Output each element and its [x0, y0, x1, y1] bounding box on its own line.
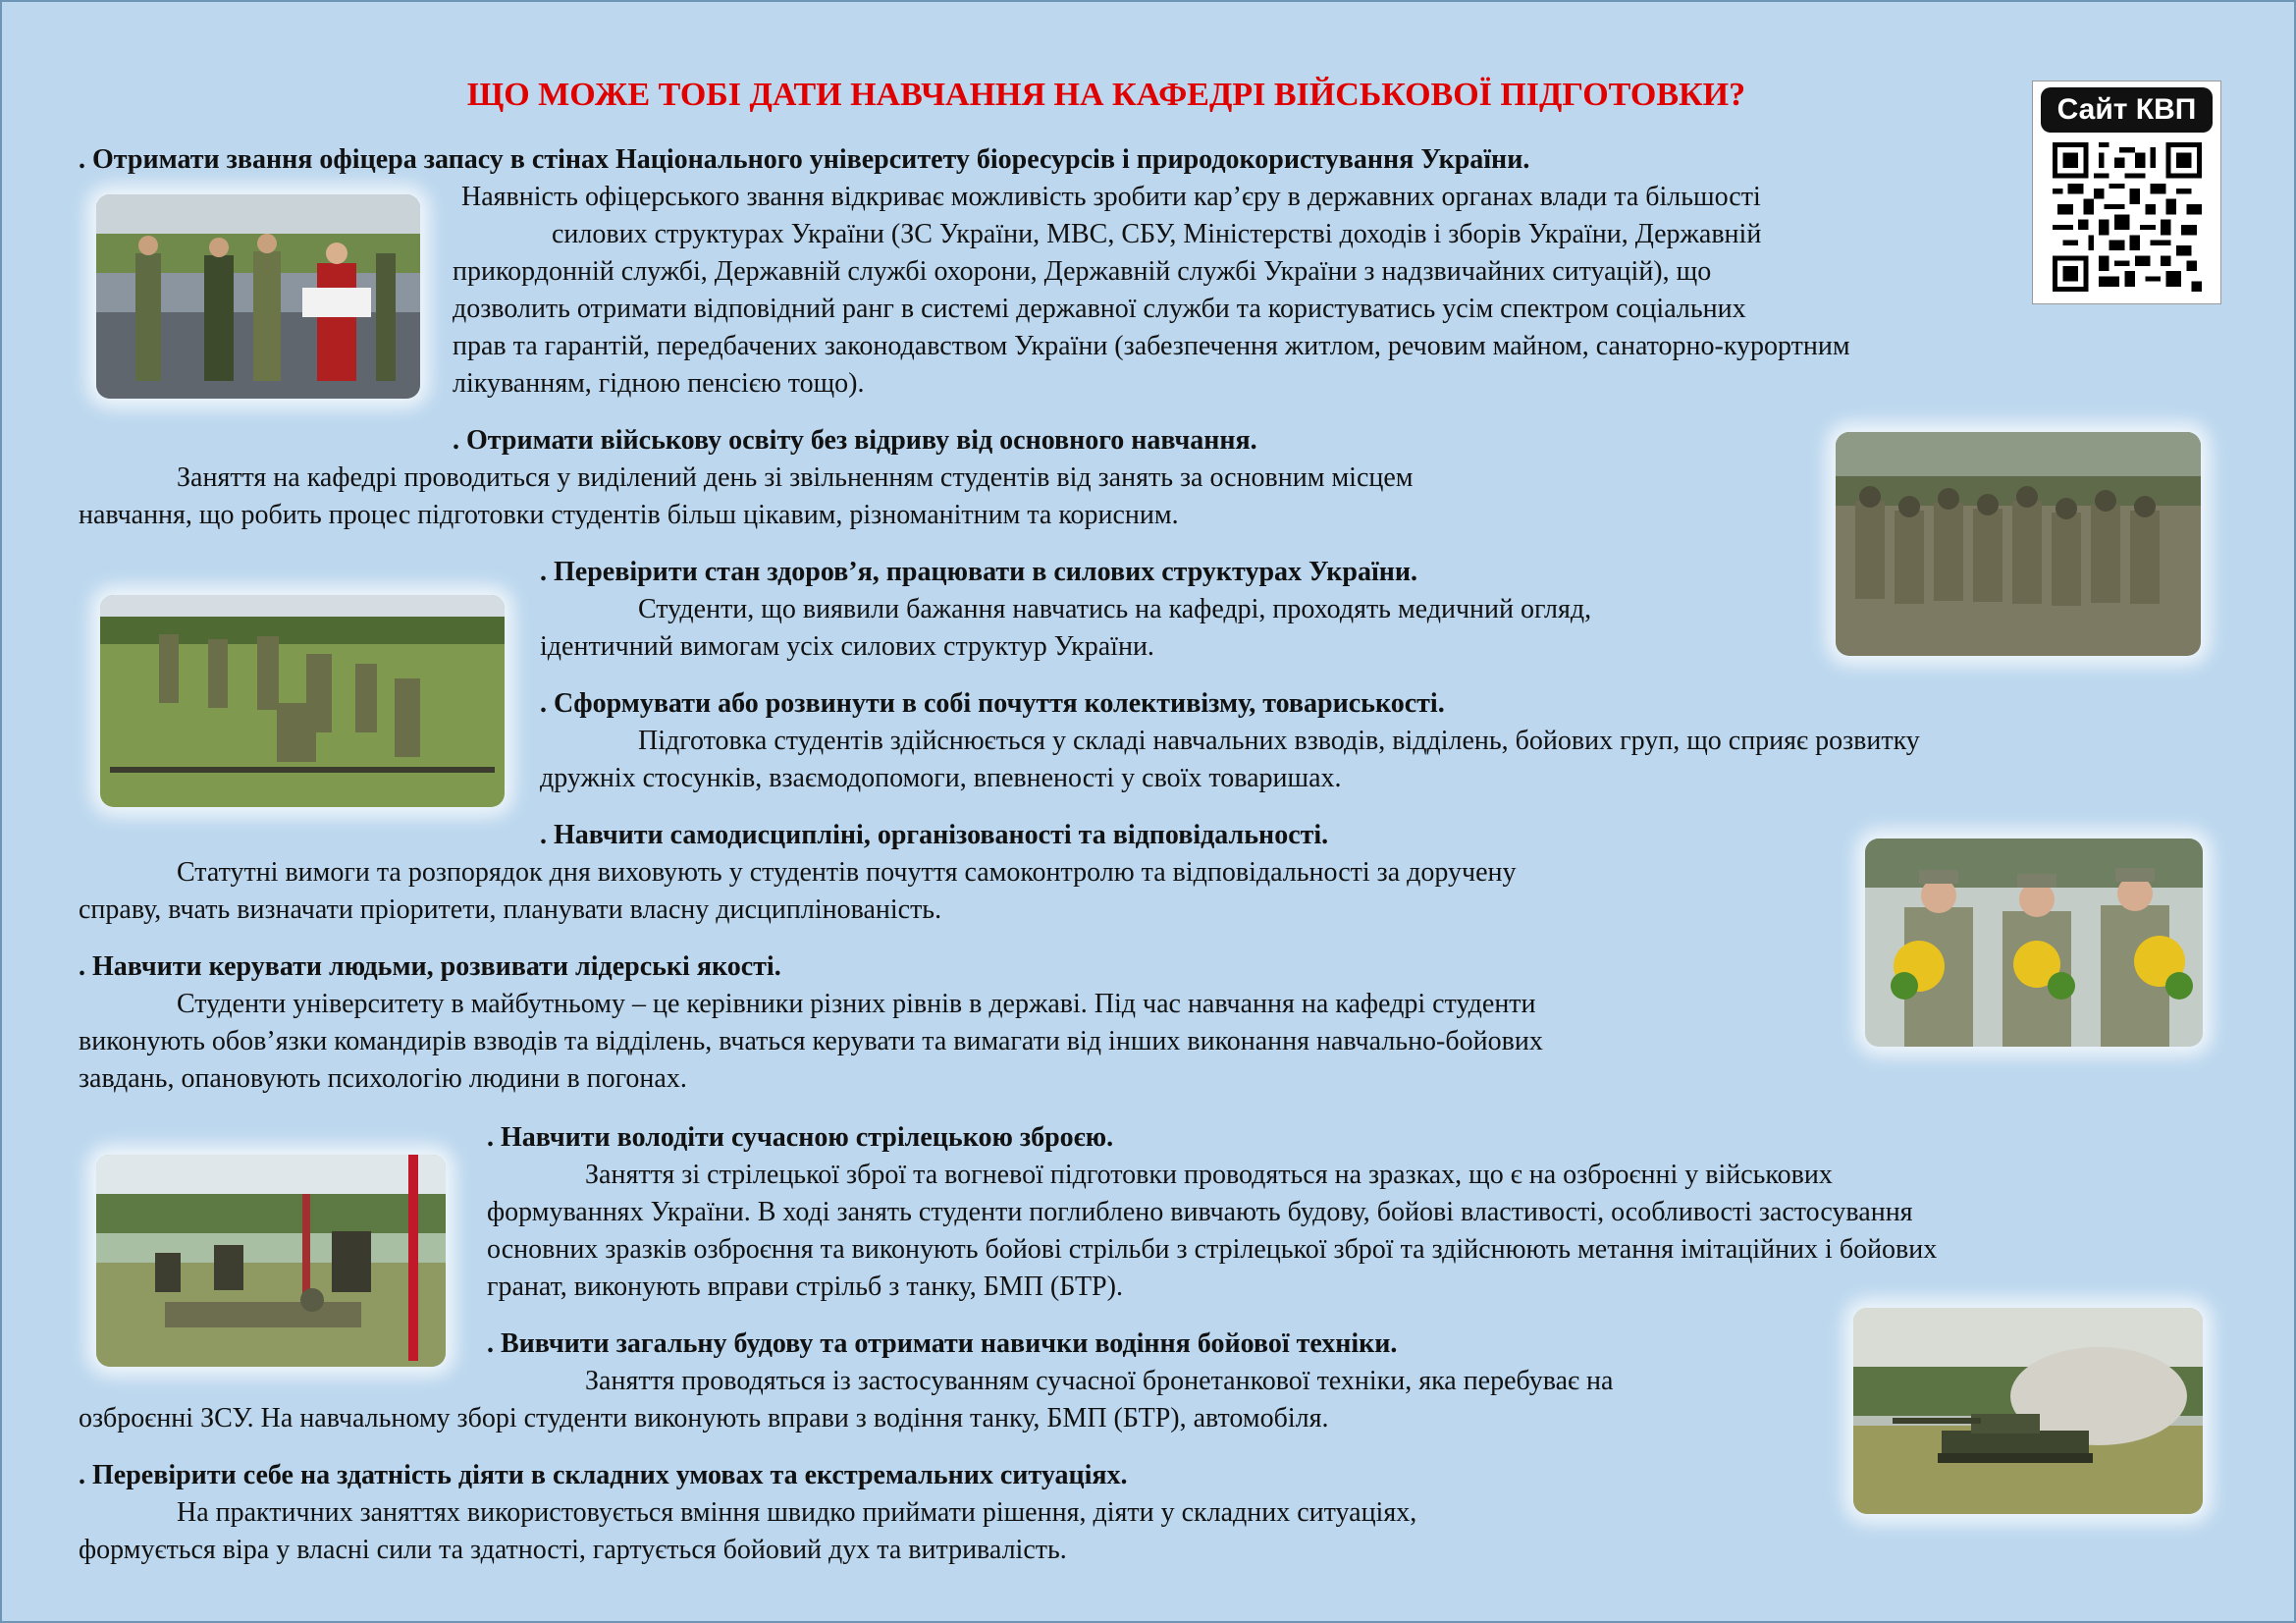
qr-code-icon[interactable] [2053, 142, 2202, 292]
section-7-line-4: гранат, виконують вправи стрільб з танку, БМП (БТР). [487, 1271, 1123, 1302]
section-4-line-2: дружніх стосунків, взаємодопомоги, впевненості у своїх товаришах. [540, 763, 1342, 793]
cadets-flowers-photo [1865, 839, 2203, 1047]
section-9-line-2: формується віра у власні сили та здатності, гартується бойовий дух та витривалість. [79, 1535, 1067, 1565]
section-8-line-2: озброєнні ЗСУ. На навчальному зборі студенти виконують вправи з водіння танку, БМП (БТР), автомобіля. [79, 1403, 1329, 1434]
qr-label: Сайт КВП [2041, 87, 2213, 133]
firing-range-photo [96, 1155, 446, 1367]
section-3-line-1: Студенти, що виявили бажання навчатись на кафедрі, проходять медичний огляд, [638, 594, 1592, 624]
qr-block[interactable] [2032, 81, 2221, 304]
section-1-line-1: Наявність офіцерського звання відкриває можливість зробити кар’єру в державних органах влади та більшості [461, 182, 1761, 212]
section-2-heading: . Отримати військову освіту без відриву від основного навчання. [453, 425, 1257, 456]
section-1-line-5: прав та гарантій, передбачених законодавством України (забезпечення житлом, речовим майном, санаторно-курортним [453, 331, 1850, 361]
section-1-line-3: прикордонній службі, Державній службі охорони, Державній службі України з надзвичайних ситуацій), що [453, 256, 1712, 287]
section-5-heading: . Навчити самодисципліні, організованості та відповідальності. [540, 820, 1329, 850]
section-1-line-6: лікуванням, гідною пенсією тощо). [453, 368, 865, 399]
page-title: ЩО МОЖЕ ТОБІ ДАТИ НАВЧАННЯ НА КАФЕДРІ ВІЙСЬКОВОЇ ПІДГОТОВКИ? [466, 77, 1746, 113]
section-6-line-1: Студенти університету в майбутньому – це керівники різних рівнів в державі. Під час навчання на кафедрі студенти [177, 989, 1536, 1019]
section-2-line-2: навчання, що робить процес підготовки студентів більш цікавим, різноманітним та корисним. [79, 500, 1179, 530]
training-field-photo [100, 595, 505, 807]
section-9-line-1: На практичних заняттях використовується вміння швидко приймати рішення, діяти у складних ситуаціях, [177, 1497, 1417, 1528]
section-4-heading: . Сформувати або розвинути в собі почуття колективізму, товариськості. [540, 688, 1445, 719]
section-3-heading: . Перевірити стан здоров’я, працювати в силових структурах України. [540, 557, 1418, 587]
section-2-line-1: Заняття на кафедрі проводиться у виділений день зі звільненням студентів від занять за основним місцем [177, 462, 1414, 493]
section-6-line-2: виконують обов’язки командирів взводів та відділень, вчаться керувати та вимагати від інших виконання навчально-бойових [79, 1026, 1543, 1056]
section-1-heading: . Отримати звання офіцера запасу в стінах Національного університету біоресурсів і природокористування України. [79, 144, 1530, 175]
section-3-line-2: ідентичний вимогам усіх силових структур України. [540, 631, 1154, 662]
section-6-line-3: завдань, опановують психологію людини в погонах. [79, 1063, 687, 1094]
section-9-heading: . Перевірити себе на здатність діяти в складних умовах та екстремальних ситуаціях. [79, 1460, 1128, 1490]
section-8-heading: . Вивчити загальну будову та отримати навички водіння бойової техніки. [487, 1328, 1398, 1359]
tank-photo [1853, 1308, 2203, 1514]
section-1-line-4: дозволить отримати відповідний ранг в системі державної служби та користуватись усім спектром соціальних [453, 294, 1746, 324]
section-6-heading: . Навчити керувати людьми, розвивати лідерські якості. [79, 951, 781, 982]
section-7-line-3: основних зразків озброєння та виконують бойові стрільби з стрілецької зброї та здійснюють метання імітаційних і бойових [487, 1234, 1938, 1265]
section-8-line-1: Заняття проводяться із застосуванням сучасної бронетанкової техніки, яка перебуває на [585, 1366, 1614, 1396]
ceremony-photo [96, 194, 420, 399]
section-7-line-2: формуваннях України. В ході занять студенти поглиблено вивчають будову, бойові властивості, особливості застосування [487, 1197, 1913, 1227]
section-1-line-2: силових структурах України (ЗС України, МВС, СБУ, Міністерстві доходів і зборів України, Державній [552, 219, 1762, 249]
section-4-line-1: Підготовка студентів здійснюється у складі навчальних взводів, відділень, бойових груп, що сприяє розвитку [638, 726, 1920, 756]
section-5-line-2: справу, вчать визначати пріоритети, планувати власну дисциплінованість. [79, 894, 942, 925]
section-7-heading: . Навчити володіти сучасною стрілецькою зброєю. [487, 1122, 1114, 1153]
section-7-line-1: Заняття зі стрілецької зброї та вогневої підготовки проводяться на зразках, що є на озброєнні у військових [585, 1160, 1833, 1190]
section-5-line-1: Статутні вимоги та розпорядок дня виховують у студентів почуття самоконтролю та відповідальності за доручену [177, 857, 1517, 888]
march-photo [1836, 432, 2201, 656]
